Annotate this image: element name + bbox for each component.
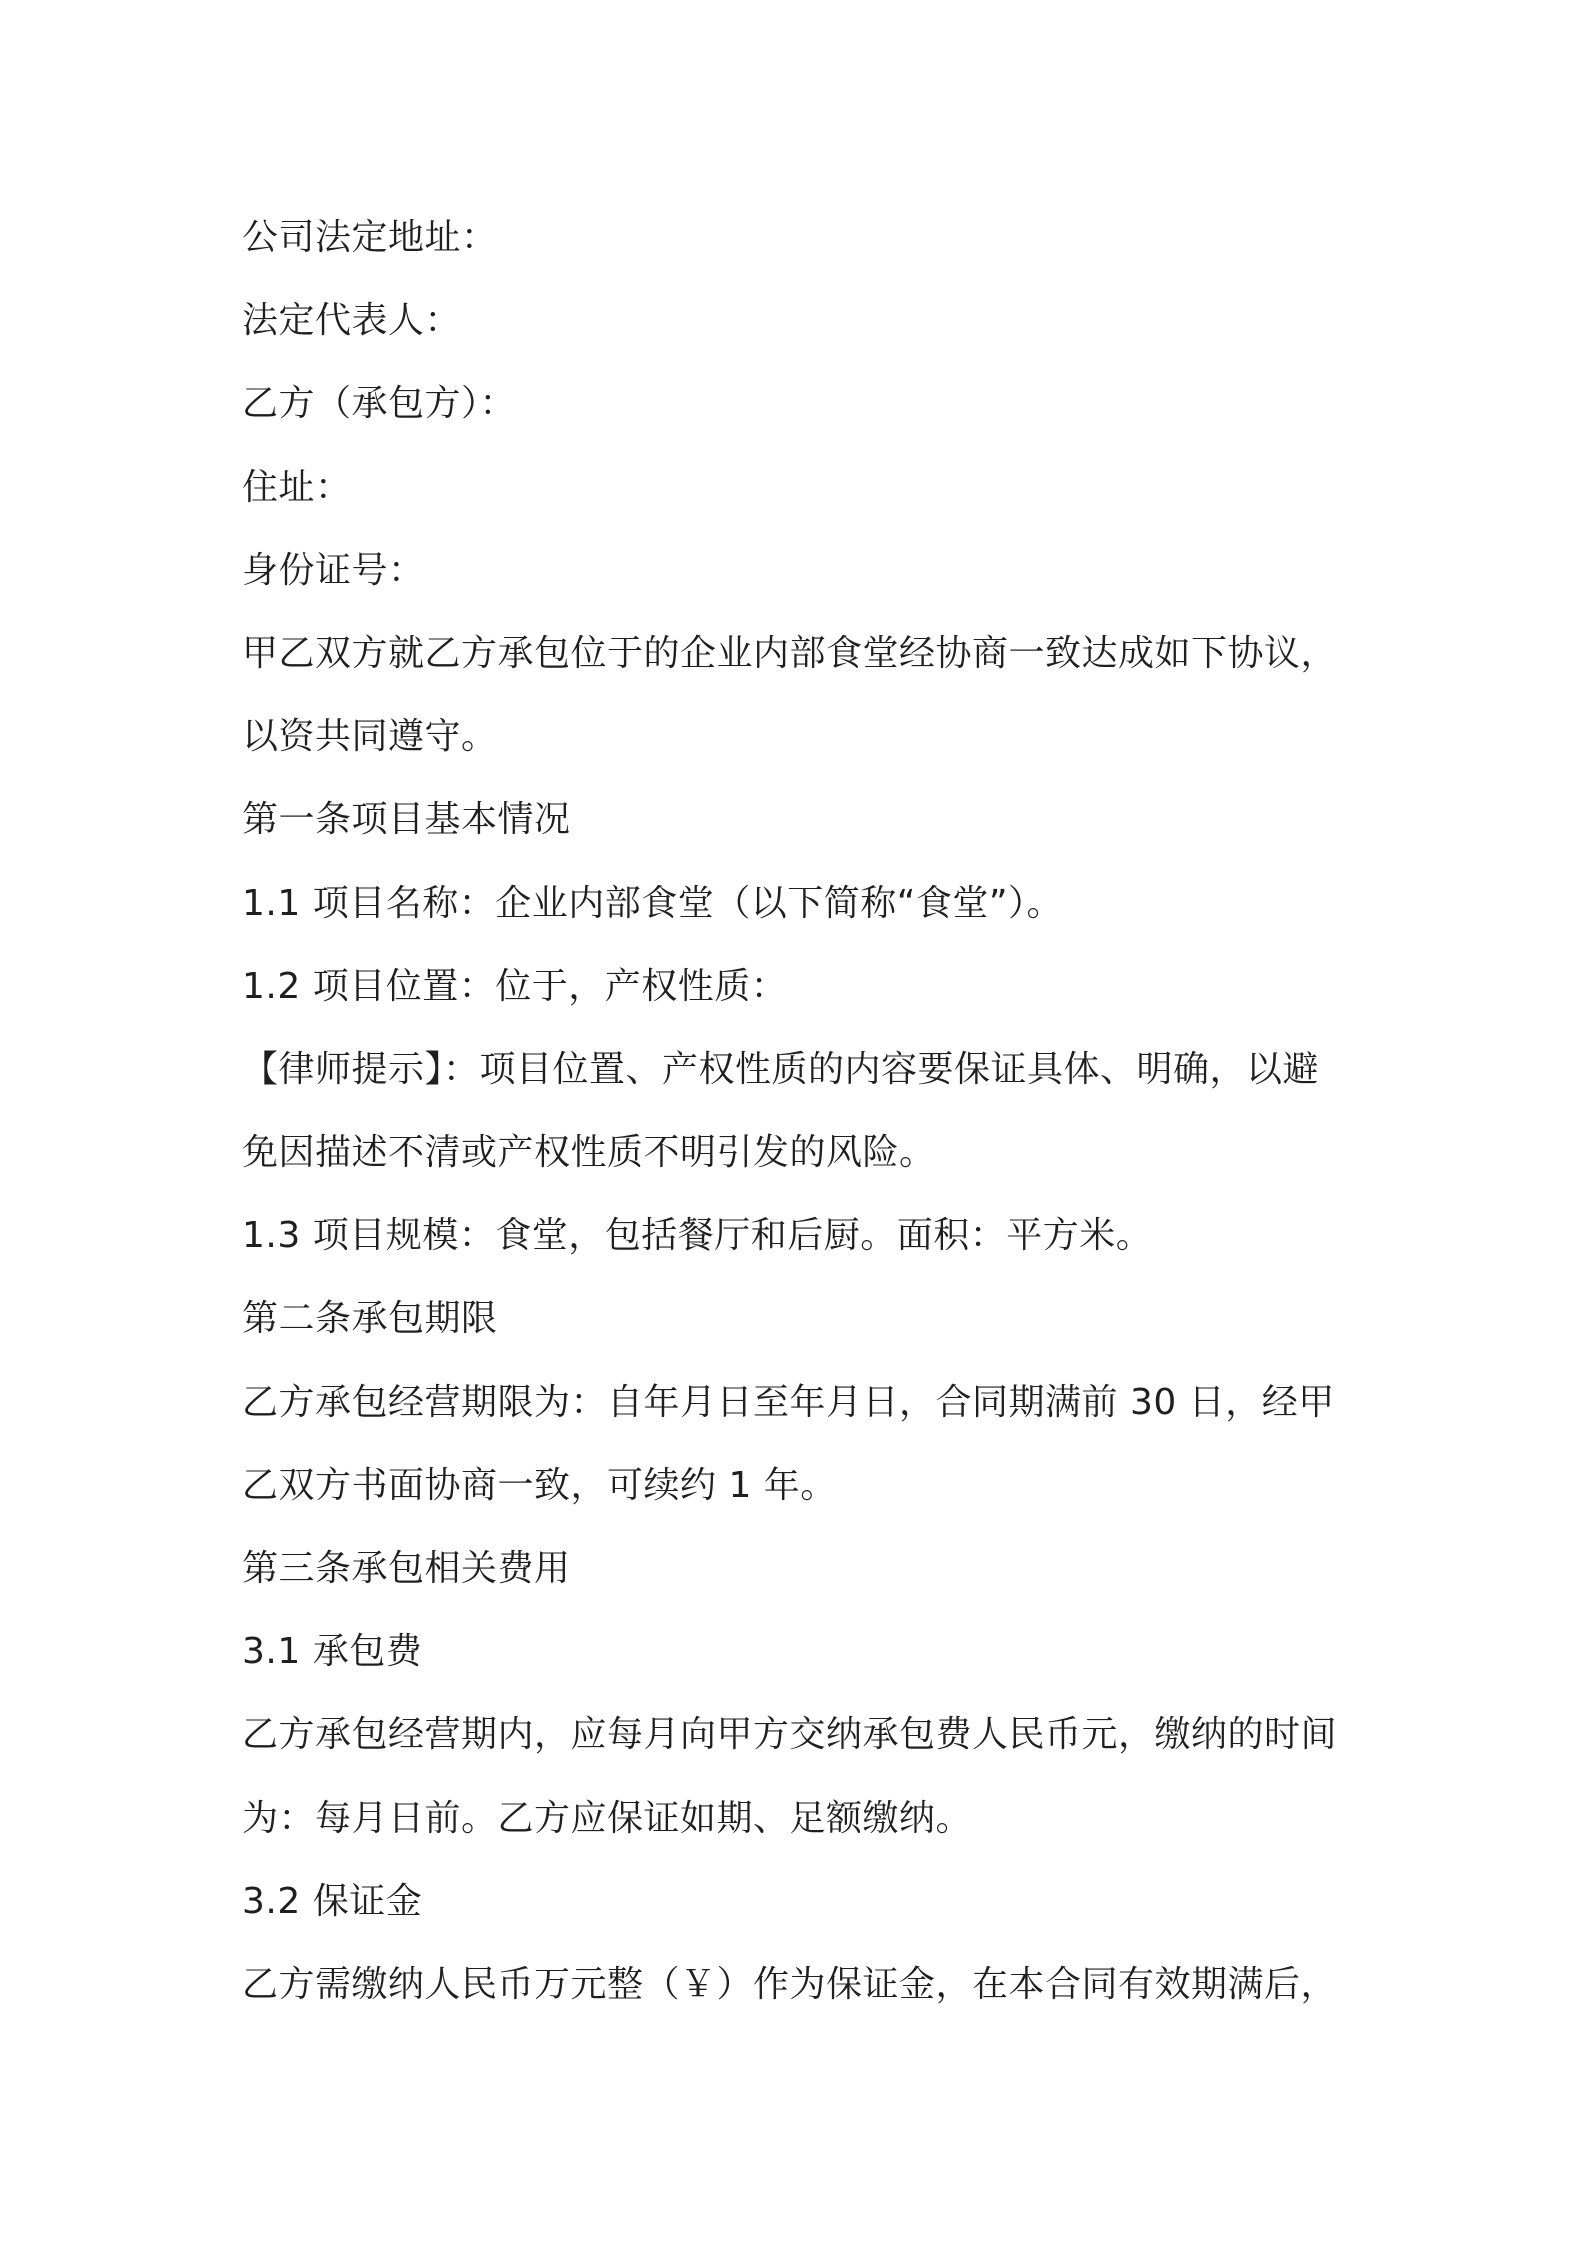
agreement-intro-line: 甲乙双方就乙方承包位于的企业内部食堂经协商一致达成如下协议， <box>242 632 1338 674</box>
clause-3-1-heading: 3.1 承包费 <box>242 1631 423 1673</box>
document-body <box>242 196 1362 2026</box>
clause-1-1: 1.1 项目名称：企业内部食堂（以下简称“食堂”）。 <box>242 882 1063 924</box>
lawyer-tip-line: 【律师提示】：项目位置、产权性质的内容要保证具体、明确，以避 <box>242 1048 1320 1090</box>
clause-1-3: 1.3 项目规模：食堂，包括餐厅和后厨。面积：平方米。 <box>242 1215 1153 1257</box>
address-line: 住址： <box>242 466 352 508</box>
contract-fee-line-2: 为：每月日前。乙方应保证如期、足额缴纳。 <box>242 1797 973 1839</box>
agreement-intro-line-2: 以资共同遵守。 <box>242 716 498 758</box>
contract-fee-line: 乙方承包经营期内，应每月向甲方交纳承包费人民币元，缴纳的时间 <box>242 1714 1338 1756</box>
term-line: 乙方承包经营期限为：自年月日至年月日，合同期满前 30 日，经甲 <box>242 1381 1335 1423</box>
article-1-heading: 第一条项目基本情况 <box>242 799 571 841</box>
company-address-line: 公司法定地址： <box>242 217 498 258</box>
id-number-line: 身份证号： <box>242 549 425 591</box>
lawyer-tip-line-2: 免因描述不清或产权性质不明引发的风险。 <box>242 1132 936 1174</box>
article-3-heading: 第三条承包相关费用 <box>242 1548 571 1589</box>
legal-representative-line: 法定代表人： <box>242 300 462 342</box>
party-b-line: 乙方（承包方）： <box>242 383 517 425</box>
article-2-heading: 第二条承包期限 <box>242 1298 498 1340</box>
deposit-line: 乙方需缴纳人民币万元整（￥）作为保证金，在本合同有效期满后， <box>242 1963 1338 2005</box>
clause-1-2: 1.2 项目位置：位于，产权性质： <box>242 965 788 1007</box>
clause-3-2-heading: 3.2 保证金 <box>242 1880 423 1922</box>
term-line-2: 乙双方书面协商一致，可续约 1 年。 <box>242 1464 837 1506</box>
